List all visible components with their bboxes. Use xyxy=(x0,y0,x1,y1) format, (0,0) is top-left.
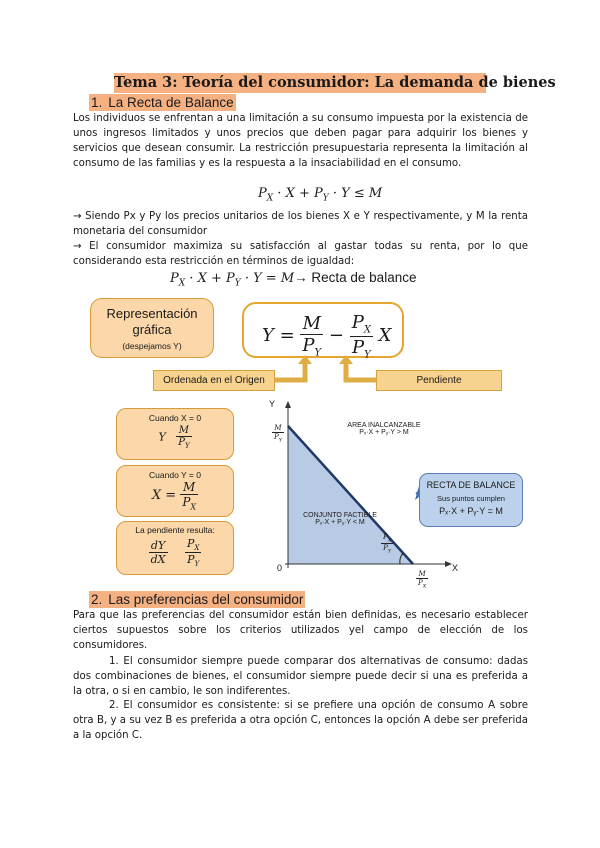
case-y0-formula: X = $\frac{M}{P_X}$ xyxy=(151,480,197,512)
arrow-pendiente-head xyxy=(339,355,353,364)
rep-subtitle: (despejamos Y) xyxy=(122,341,182,351)
arrow-ordenada-head xyxy=(298,355,312,364)
solved-equation: Y = $\frac{M}{P_Y}$ − $\frac{P_X}{P_Y}$ X xyxy=(262,312,392,361)
slope-label: La pendiente resulta: xyxy=(135,525,215,535)
origin-label: 0 xyxy=(277,563,283,573)
bullet-maximize: → El consumidor maximiza su satisfacción al gastar todas su renta, por lo que considerando esta restricción en términos de igualdad: xyxy=(73,241,528,268)
case-y0-label: Cuando Y = 0 xyxy=(149,470,201,480)
rep-title: Representación gráfica xyxy=(106,306,198,337)
budget-line-equation: $P_X \cdot X + P_Y \cdot Y = M\to$ Recta de balance xyxy=(170,270,417,289)
feasible-area xyxy=(296,512,384,526)
unreachable-area xyxy=(340,422,428,436)
arrow-pendiente xyxy=(346,362,378,380)
slope-ratio-label: $\frac{P_X}{P_Y}$ xyxy=(383,533,392,555)
section-1-title: La Recta de Balance xyxy=(108,95,234,110)
ordenada-label: Ordenada en el Origen xyxy=(153,370,275,391)
callout-title: RECTA DE BALANCE xyxy=(426,480,516,490)
section-2-number: 2. xyxy=(91,592,103,607)
budget-line-label: → Recta de balance xyxy=(294,270,417,285)
unreachable-ineq: Pₓ·X + Pᵧ·Y > M xyxy=(359,429,409,436)
case-x0-formula: Y $\frac{M}{P_Y}$ xyxy=(158,425,190,450)
bullet-prices: → Siendo Px y Py los precios unitarios de los bienes X e Y respectivamente, y M la renta monetaria del consumidor xyxy=(73,211,528,238)
case-x0-label: Cuando X = 0 xyxy=(148,413,202,423)
section-2-title: Las preferencias del consumidor xyxy=(108,592,304,607)
axis-y-label: Y xyxy=(269,399,276,409)
slope-formula: $\frac{dY}{dX}$ $\frac{P_X}{P_Y}$ xyxy=(150,537,200,569)
y-axis-arrow xyxy=(285,401,291,408)
unreachable-title: AREA INALCANZABLE xyxy=(347,422,421,429)
case-y0-box xyxy=(116,465,234,517)
arrow-ordenada xyxy=(270,362,305,380)
axis-x-label: X xyxy=(452,563,459,573)
section-2-paragraph: Para que las preferencias del consumidor están bien definidas, es necesario establecer ciertos supuestos sobre los criterios utilizados yel campo de elección de los consumidores. xyxy=(73,610,528,652)
section-2-heading xyxy=(89,591,305,608)
pendiente-label: Pendiente xyxy=(376,370,502,391)
preference-item-2: 2. El consumidor es consistente: si se prefiere una opción de consumo A sobre otra B, y a su vez B es preferida a otra opción C, entonces la opción A debe ser preferida a la opción C. xyxy=(73,700,528,742)
case-x0-box xyxy=(116,408,234,460)
budget-line-callout xyxy=(419,473,523,527)
callout-sub: Sus puntos cumplen xyxy=(437,494,505,503)
feasible-ineq: Pₓ·X + Pᵧ·Y < M xyxy=(315,519,365,526)
x-axis-arrow xyxy=(445,561,452,567)
feasible-title: CONJUNTO FACTIBLE xyxy=(303,512,377,519)
section-1-number: 1. xyxy=(91,95,103,110)
callout-eq: Pₓ·X + Pᵧ·Y = M xyxy=(439,506,503,516)
page-title: Tema 3: Teoría del consumidor: La demanda de bienes xyxy=(114,74,556,91)
y-intercept-label: $\frac{M}{P_Y}$ xyxy=(274,424,283,444)
section-1-paragraph: Los individuos se enfrentan a una limitación a su consumo impuesta por la existencia de unos ingresos limitados y unos precios que deben pagar para adquirir los bienes y servicios que desean consumir. La restricción presupuestaria representa la limitación al consumo de las familias y es la respuesta a la insaciabilidad en el consumo. xyxy=(73,113,528,170)
inequality-sign: ≤ xyxy=(353,186,365,201)
budget-inequality: $P_X \cdot X + P_Y \cdot Y \le M$ xyxy=(258,186,383,204)
slope-box xyxy=(116,521,234,575)
preference-item-1: 1. El consumidor siempre puede comparar dos alternativas de consumo: dadas dos combinaciones de bienes, el consumidor siempre puede decir si una es preferida a la otra, o si en cambio, le son indiferentes. xyxy=(73,656,528,698)
x-intercept-label: $\frac{M}{P_X}$ xyxy=(418,570,427,590)
